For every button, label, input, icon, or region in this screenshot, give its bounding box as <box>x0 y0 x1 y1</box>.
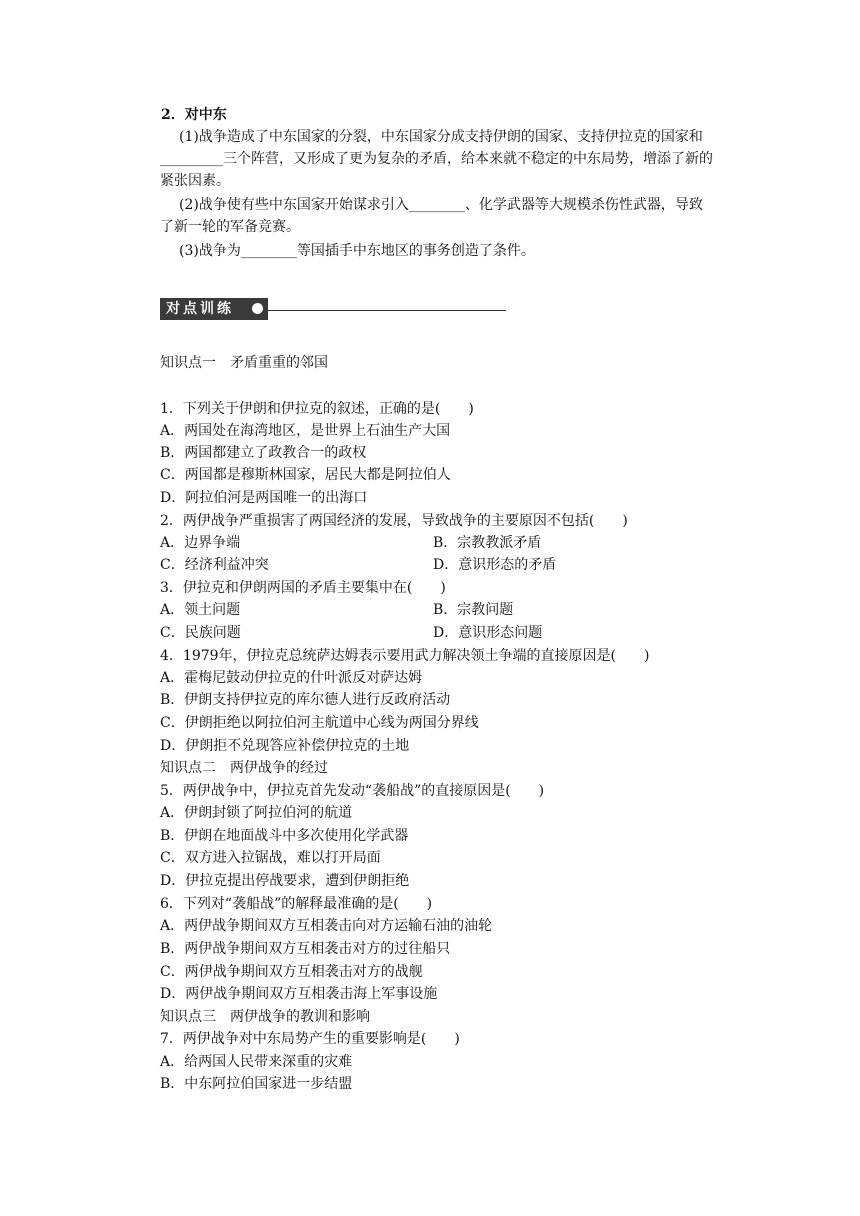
option: C．经济利益冲突 <box>160 557 269 573</box>
question: 7．两伊战争对中东局势产生的重要影响是( ) <box>160 1031 460 1047</box>
section-heading: 2．对中东 <box>161 107 227 123</box>
question: 5．两伊战争中，伊拉克首先发动“袭船战”的直接原因是( ) <box>160 783 545 799</box>
practice-header <box>160 298 506 322</box>
paragraph-line: 紧张因素。 <box>160 173 230 189</box>
option: D．意识形态问题 <box>433 625 543 641</box>
option: C．双方进入拉锯战，难以打开局面 <box>160 850 381 866</box>
option: D．两伊战争期间双方互相袭击海上军事设施 <box>160 986 438 1002</box>
header-rule <box>268 310 506 311</box>
option: B．中东阿拉伯国家进一步结盟 <box>160 1076 353 1092</box>
option: C．两国都是穆斯林国家，居民大都是阿拉伯人 <box>160 467 451 483</box>
option: D．意识形态的矛盾 <box>433 557 557 573</box>
option: B．宗教教派矛盾 <box>433 535 542 551</box>
option: A．两伊战争期间双方互相袭击向对方运输石油的油轮 <box>160 918 493 934</box>
topic-heading: 知识点一 矛盾重重的邻国 <box>160 355 328 371</box>
question: 3．伊拉克和伊朗两国的矛盾主要集中在( ) <box>160 580 446 596</box>
option: B．两国都建立了政教合一的政权 <box>160 445 367 461</box>
option: C．民族问题 <box>160 625 241 641</box>
option: A．霍梅尼鼓动伊拉克的什叶派反对萨达姆 <box>160 670 423 686</box>
practice-header-label: 对点训练 <box>160 298 268 320</box>
bullet-dot-icon <box>252 303 263 314</box>
paragraph-line: _________三个阵营，又形成了更为复杂的矛盾，给本来就不稳定的中东局势，增添了新的 <box>160 151 713 167</box>
question: 4．1979年，伊拉克总统萨达姆表示要用武力解决领土争端的直接原因是( ) <box>160 648 650 664</box>
paragraph-line: (3)战争为________等国插手中东地区的事务创造了条件。 <box>179 243 535 259</box>
option: A．边界争端 <box>160 535 241 551</box>
option: B．伊朗在地面战斗中多次使用化学武器 <box>160 828 409 844</box>
option: A．领土问题 <box>160 602 241 618</box>
option: C．两伊战争期间双方互相袭击对方的战舰 <box>160 964 423 980</box>
question: 2．两伊战争严重损害了两国经济的发展，导致战争的主要原因不包括( ) <box>160 513 628 529</box>
paragraph-line: 了新一轮的军备竞赛。 <box>160 219 300 235</box>
question: 1．下列关于伊朗和伊拉克的叙述，正确的是( ) <box>160 401 474 417</box>
option: B．宗教问题 <box>433 602 514 618</box>
option: D．伊拉克提出停战要求，遭到伊朗拒绝 <box>160 873 410 889</box>
topic-heading: 知识点二 两伊战争的经过 <box>160 760 328 776</box>
option: D．伊朗拒不兑现答应补偿伊拉克的土地 <box>160 738 410 754</box>
option: B．伊朗支持伊拉克的库尔德人进行反政府活动 <box>160 692 451 708</box>
option: A．两国处在海湾地区，是世界上石油生产大国 <box>160 423 451 439</box>
paragraph-line: (1)战争造成了中东国家的分裂，中东国家分成支持伊朗的国家、支持伊拉克的国家和 <box>179 129 703 145</box>
question: 6．下列对“袭船战”的解释最准确的是( ) <box>160 896 433 912</box>
option: B．两伊战争期间双方互相袭击对方的过往船只 <box>160 941 451 957</box>
option: C．伊朗拒绝以阿拉伯河主航道中心线为两国分界线 <box>160 715 479 731</box>
paragraph-line: (2)战争使有些中东国家开始谋求引入________、化学武器等大规模杀伤性武器，导致 <box>179 197 703 213</box>
option: A．给两国人民带来深重的灾难 <box>160 1054 353 1070</box>
option: A．伊朗封锁了阿拉伯河的航道 <box>160 805 353 821</box>
topic-heading: 知识点三 两伊战争的教训和影响 <box>160 1009 370 1025</box>
option: D．阿拉伯河是两国唯一的出海口 <box>160 490 368 506</box>
